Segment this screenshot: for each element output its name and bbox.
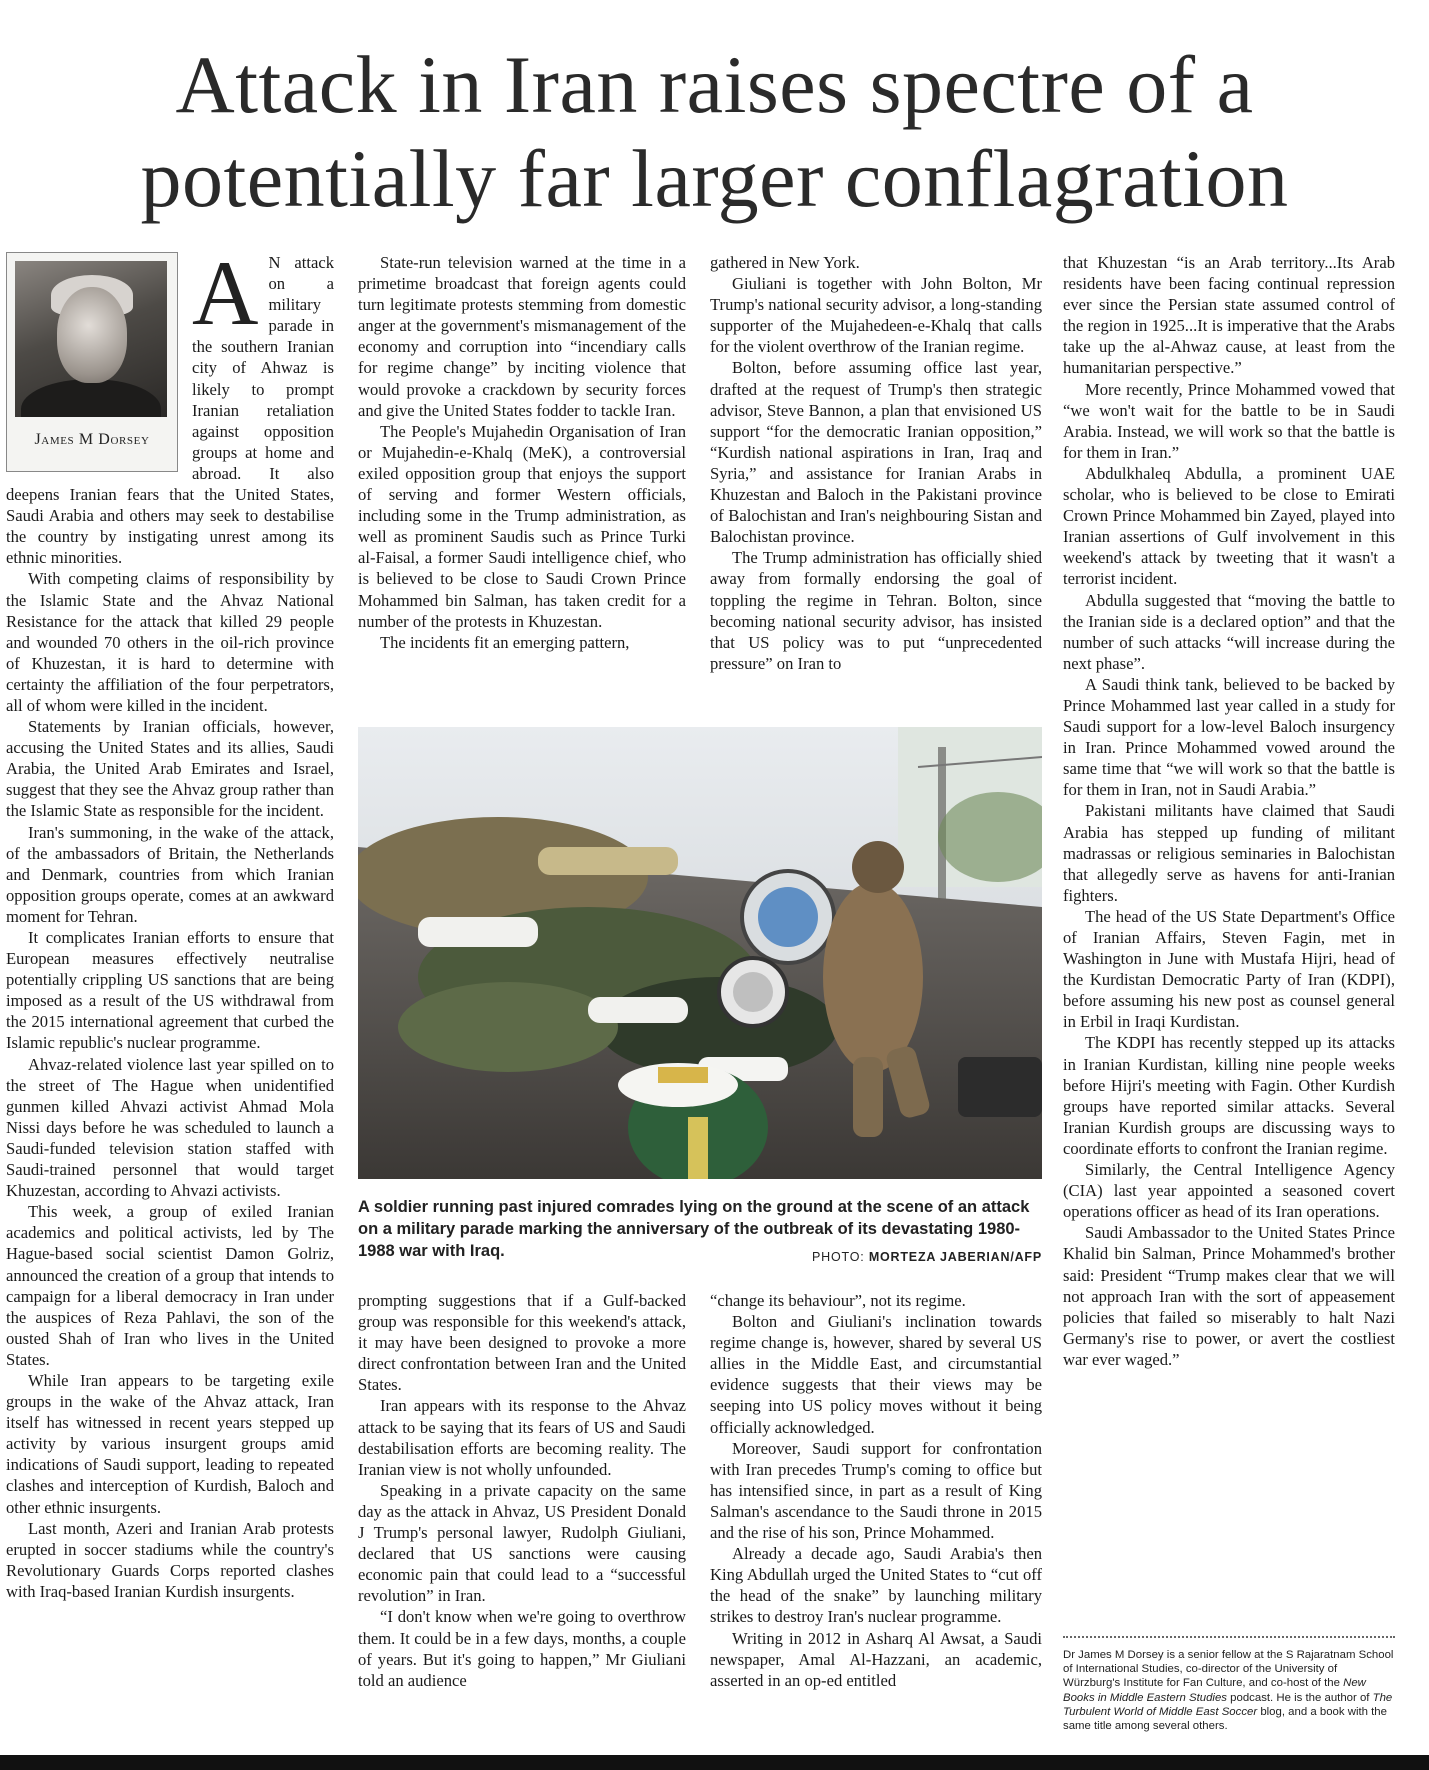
paragraph: With competing claims of responsibility by the Islamic State and the Ahvaz National Resistance for the attack that killed 29 people and wounded 70 others in the oil-rich province of Khuzestan, it is hard to determine with certainty the affiliation of the four perpetrators, all of whom were killed in the incident. [6, 569, 334, 715]
podcast-title: New Books in Middle Eastern Studies [1063, 1677, 1366, 1704]
paragraph: While Iran appears to be targeting exile groups in the wake of the Ahvaz attack, Iran itself has witnessed in recent years stepped up activity by various insurgent groups amid indications of Saudi support, leading to repeated clashes and interception of Kurdish, Baloch and other ethnic insurgents. [6, 1370, 334, 1517]
paragraph: More recently, Prince Mohammed vowed that “we won't wait for the battle to be in Saudi Arabia. Instead, we will work so that the battle is for them in Iran.” [1063, 379, 1395, 462]
drop-cap: A [192, 252, 259, 344]
paragraph: “change its behaviour”, not its regime. [710, 1291, 966, 1310]
paragraph: Iran's summoning, in the wake of the attack, of the ambassadors of Britain, the Netherlands and Denmark, countries from which Iranian opposition groups operate, comes at an awkward moment for Tehran. [6, 822, 334, 926]
paragraph: Pakistani militants have claimed that Saudi Arabia has stepped up funding of militant madrassas or religious seminaries in Balochistan that allegedly serve as havens for anti-Iranian fighters. [1063, 801, 1395, 905]
paragraph: Moreover, Saudi support for confrontation with Iran precedes Trump's coming to office but has intensified since, in part as a result of King Salman's ascendance to the Saudi throne in 2015 and the rise of his son, Prince Mohammed. [710, 1438, 1042, 1543]
paragraph: The Trump administration has officially shied away from formally endorsing the goal of toppling the regime in Tehran. Bolton, since becoming national security advisor, has insisted that US policy was to put “unprecedented pressure” on Iran to [710, 548, 1042, 673]
author-photo [15, 261, 167, 417]
paragraph: Ahvaz-related violence last year spilled on to the street of The Hague when unidentified gunmen killed Ahvazi activist Ahmad Mola Nissi days before he was scheduled to launch a Saudi-funded television station staffed with Saudi-trained personnel that would target Khuzestan, according to Ahvazi activists. [6, 1054, 334, 1201]
article-column-3-bottom [710, 1290, 1042, 1752]
paragraph: A Saudi think tank, believed to be backed by Prince Mohammed last year called in a study for Saudi support for a low-level Baloch insurgency in Iran. Prince Mohammed vowed around the same time that “we will work so that the battle is for them in Iran, not in Saudi Arabia.” [1063, 674, 1395, 800]
article-column-4 [1063, 252, 1395, 1624]
paragraph: Already a decade ago, Saudi Arabia's then King Abdullah urged the United States to “cut off the head of the snake” by launching military strikes to destroy Iran's nuclear programme. [710, 1544, 1042, 1627]
paragraph: prompting suggestions that if a Gulf-backed group was responsible for this weekend's attack, it may have been designed to provoke a more direct confrontation between Iran and the United States. [358, 1291, 686, 1395]
paragraph: State-run television warned at the time in a primetime broadcast that foreign agents could turn legitimate protests stemming from domestic anger at the government's mismanagement of the economy and corruption into “incendiary calls for regime change” by inciting violence that would provoke a crackdown by security forces and give the United States fodder to tackle Iran. [358, 253, 686, 420]
paragraph: that Khuzestan “is an Arab territory...Its Arab residents have been facing continual repression ever since the Persian state assumed control of the region in 1925...It is imperative that the Arabs take up the al-Ahwaz cause, at least from the humanitarian perspective.” [1063, 253, 1395, 378]
paragraph: The KDPI has recently stepped up its attacks in Iranian Kurdistan, killing nine people weeks before Hijri's meeting with Fagin. Other Kurdish groups have reported similar attacks. Several Iranian Kurdish groups are discussing ways to coordinate efforts to confront the Iranian regime. [1063, 1033, 1395, 1158]
photo-caption: A soldier running past injured comrades lying on the ground at the scene of an attack on a military parade marking the anniversary of the outbreak of its devastating 1980-1988 war with Iraq. [358, 1198, 1030, 1260]
parade-attack-photo [358, 727, 1042, 1179]
author-box [6, 252, 178, 472]
paragraph: Iran appears with its response to the Ahvaz attack to be saying that its fears of US and Saudi destabilisation efforts are becoming reality. The Iranian view is not wholly unfounded. [358, 1396, 686, 1479]
paragraph: Abdulla suggested that “moving the battle to the Iranian side is a declared option” and that the number of such attacks “will increase during the next phase”. [1063, 590, 1395, 673]
paragraph: This week, a group of exiled Iranian academics and political activists, led by The Hague-based social scientist Damon Golriz, announced the creation of a group that intends to campaign for a liberal democracy in Iran under the auspices of Reza Pahlavi, the son of the ousted Shah of Iran who lives in the United States. [6, 1202, 334, 1369]
paragraph: Writing in 2012 in Asharq Al Awsat, a Saudi newspaper, Amal Al-Hazzani, an academic, asserted in an op-ed entitled [710, 1628, 1042, 1690]
headline-line-2: potentially far larger conflagration [140, 133, 1289, 224]
paragraph: “I don't know when we're going to overthrow them. It could be in a few days, months, a couple of years. But it's going to happen,” Mr Giuliani told an audience [358, 1607, 686, 1690]
bottom-rule [0, 1755, 1429, 1770]
paragraph: Similarly, the Central Intelligence Agency (CIA) last year appointed a seasoned covert operations officer as head of its Iran operations. [1063, 1160, 1395, 1222]
article-column-3-top [710, 252, 1042, 718]
news-photo [358, 727, 1042, 1179]
author-name: James M Dorsey [34, 431, 150, 448]
article-column-2-bottom [358, 1290, 686, 1752]
paragraph: Giuliani is together with John Bolton, Mr Trump's national security advisor, a long-standing supporter of the Mujahedeen-e-Khalq that calls for the violent overthrow of the Iranian regime. [710, 274, 1042, 357]
lead-paragraph: A N attack on a military parade in the southern Iranian city of Ahwaz is likely to prompt Iranian retaliation against opposition groups at home and abroad. It also deepens Iranian fears that the United States, Saudi Arabia and others may seek to destabilise the country by instigating unrest among its ethnic minorities. [6, 252, 334, 568]
article-column-2-top [358, 252, 686, 718]
paragraph: The People's Mujahedin Organisation of Iran or Mujahedin-e-Khalq (MeK), a controversial exiled opposition group that enjoys the support of serving and former Western officials, including some in the Trump administration, as well as prominent Saudis such as Prince Turki al-Faisal, a former Saudi intelligence chief, who is believed to be close to Saudi Crown Prince Mohammed bin Salman, has taken credit for a number of the protests in Khuzestan. [358, 421, 686, 631]
photo-credit: PHOTO: MORTEZA JABERIAN/AFP [812, 1250, 1042, 1264]
paragraph: Last month, Azeri and Iranian Arab protests erupted in soccer stadiums while the country's Revolutionary Guards Corps reported clashes with Iraq-based Iranian Kurdish insurgents. [6, 1518, 334, 1601]
paragraph: The incidents fit an emerging pattern, [380, 632, 630, 652]
headline [0, 38, 1429, 226]
headline-line-1: Attack in Iran raises spectre of a [175, 39, 1254, 130]
author-bio: Dr James M Dorsey is a senior fellow at the S Rajaratnam School of International Studies, co-director of the University of Würzburg's Institute for Fan Culture, and co-host of the New Books in Middle Eastern Studies podcast. He is the author of The Turbulent World of Middle East Soccer blog, and a book with the same title among several others. [1063, 1636, 1395, 1733]
paragraph: Saudi Ambassador to the United States Prince Khalid bin Salman, Prince Mohammed's brother said: President “Trump makes clear that we will not approach Iran with the sort of appeasement policies that failed so miserably to halt Nazi Germany's rise to power, or avert the costliest war ever waged.” [1063, 1223, 1395, 1369]
paragraph: Speaking in a private capacity on the same day as the attack in Ahvaz, US President Donald J Trump's personal lawyer, Rudolph Giuliani, declared that US sanctions were causing economic pain that could lead to a “successful revolution” in Iran. [358, 1480, 686, 1606]
paragraph: Abdulkhaleq Abdulla, a prominent UAE scholar, who is believed to be close to Emirati Crown Prince Mohammed bin Zayed, played into Iranian assertions of Gulf involvement in this weekend's attack by tweeting that it wasn't a terrorist incident. [1063, 463, 1395, 589]
paragraph: It complicates Iranian efforts to ensure that European measures effectively neutralise potentially crippling US sanctions that are being imposed as a result of the US withdrawal from the 2015 international agreement that curbed the Islamic republic's nuclear programme. [6, 928, 334, 1053]
paragraph: Statements by Iranian officials, however, accusing the United States and its allies, Saudi Arabia, the United Arab Emirates and Israel, suggest that they see the Ahvaz group rather than the Islamic State as responsible for the incident. [6, 717, 334, 821]
paragraph: The head of the US State Department's Office of Iranian Affairs, Steven Fagin, met in Washington in June with Mustafa Hijri, head of the Kurdistan Democratic Party of Iran (KDPI), before assuming his new post as counsel general in Erbil in Iraqi Kurdistan. [1063, 906, 1395, 1032]
paragraph: Bolton, before assuming office last year, drafted at the request of Trump's then strategic advisor, Steve Bannon, a plan that envisioned US support “for the democratic Iranian opposition,” “Kurdish national aspirations in Iran, Iraq and Syria,” and assistance for Iranian Arabs in Khuzestan and Baloch in the Pakistani province of Balochistan and Iran's neighbouring Sistan and Balochistan province. [710, 358, 1042, 547]
paragraph: gathered in New York. [710, 253, 860, 272]
paragraph: Bolton and Giuliani's inclination towards regime change is, however, shared by several US allies in the Middle East, and circumstantial evidence suggests that their views may be seeping into US policy moves without it being officially acknowledged. [710, 1312, 1042, 1437]
article-column-1 [6, 252, 334, 1752]
blog-title: The Turbulent World of Middle East Soccer [1063, 1691, 1393, 1718]
